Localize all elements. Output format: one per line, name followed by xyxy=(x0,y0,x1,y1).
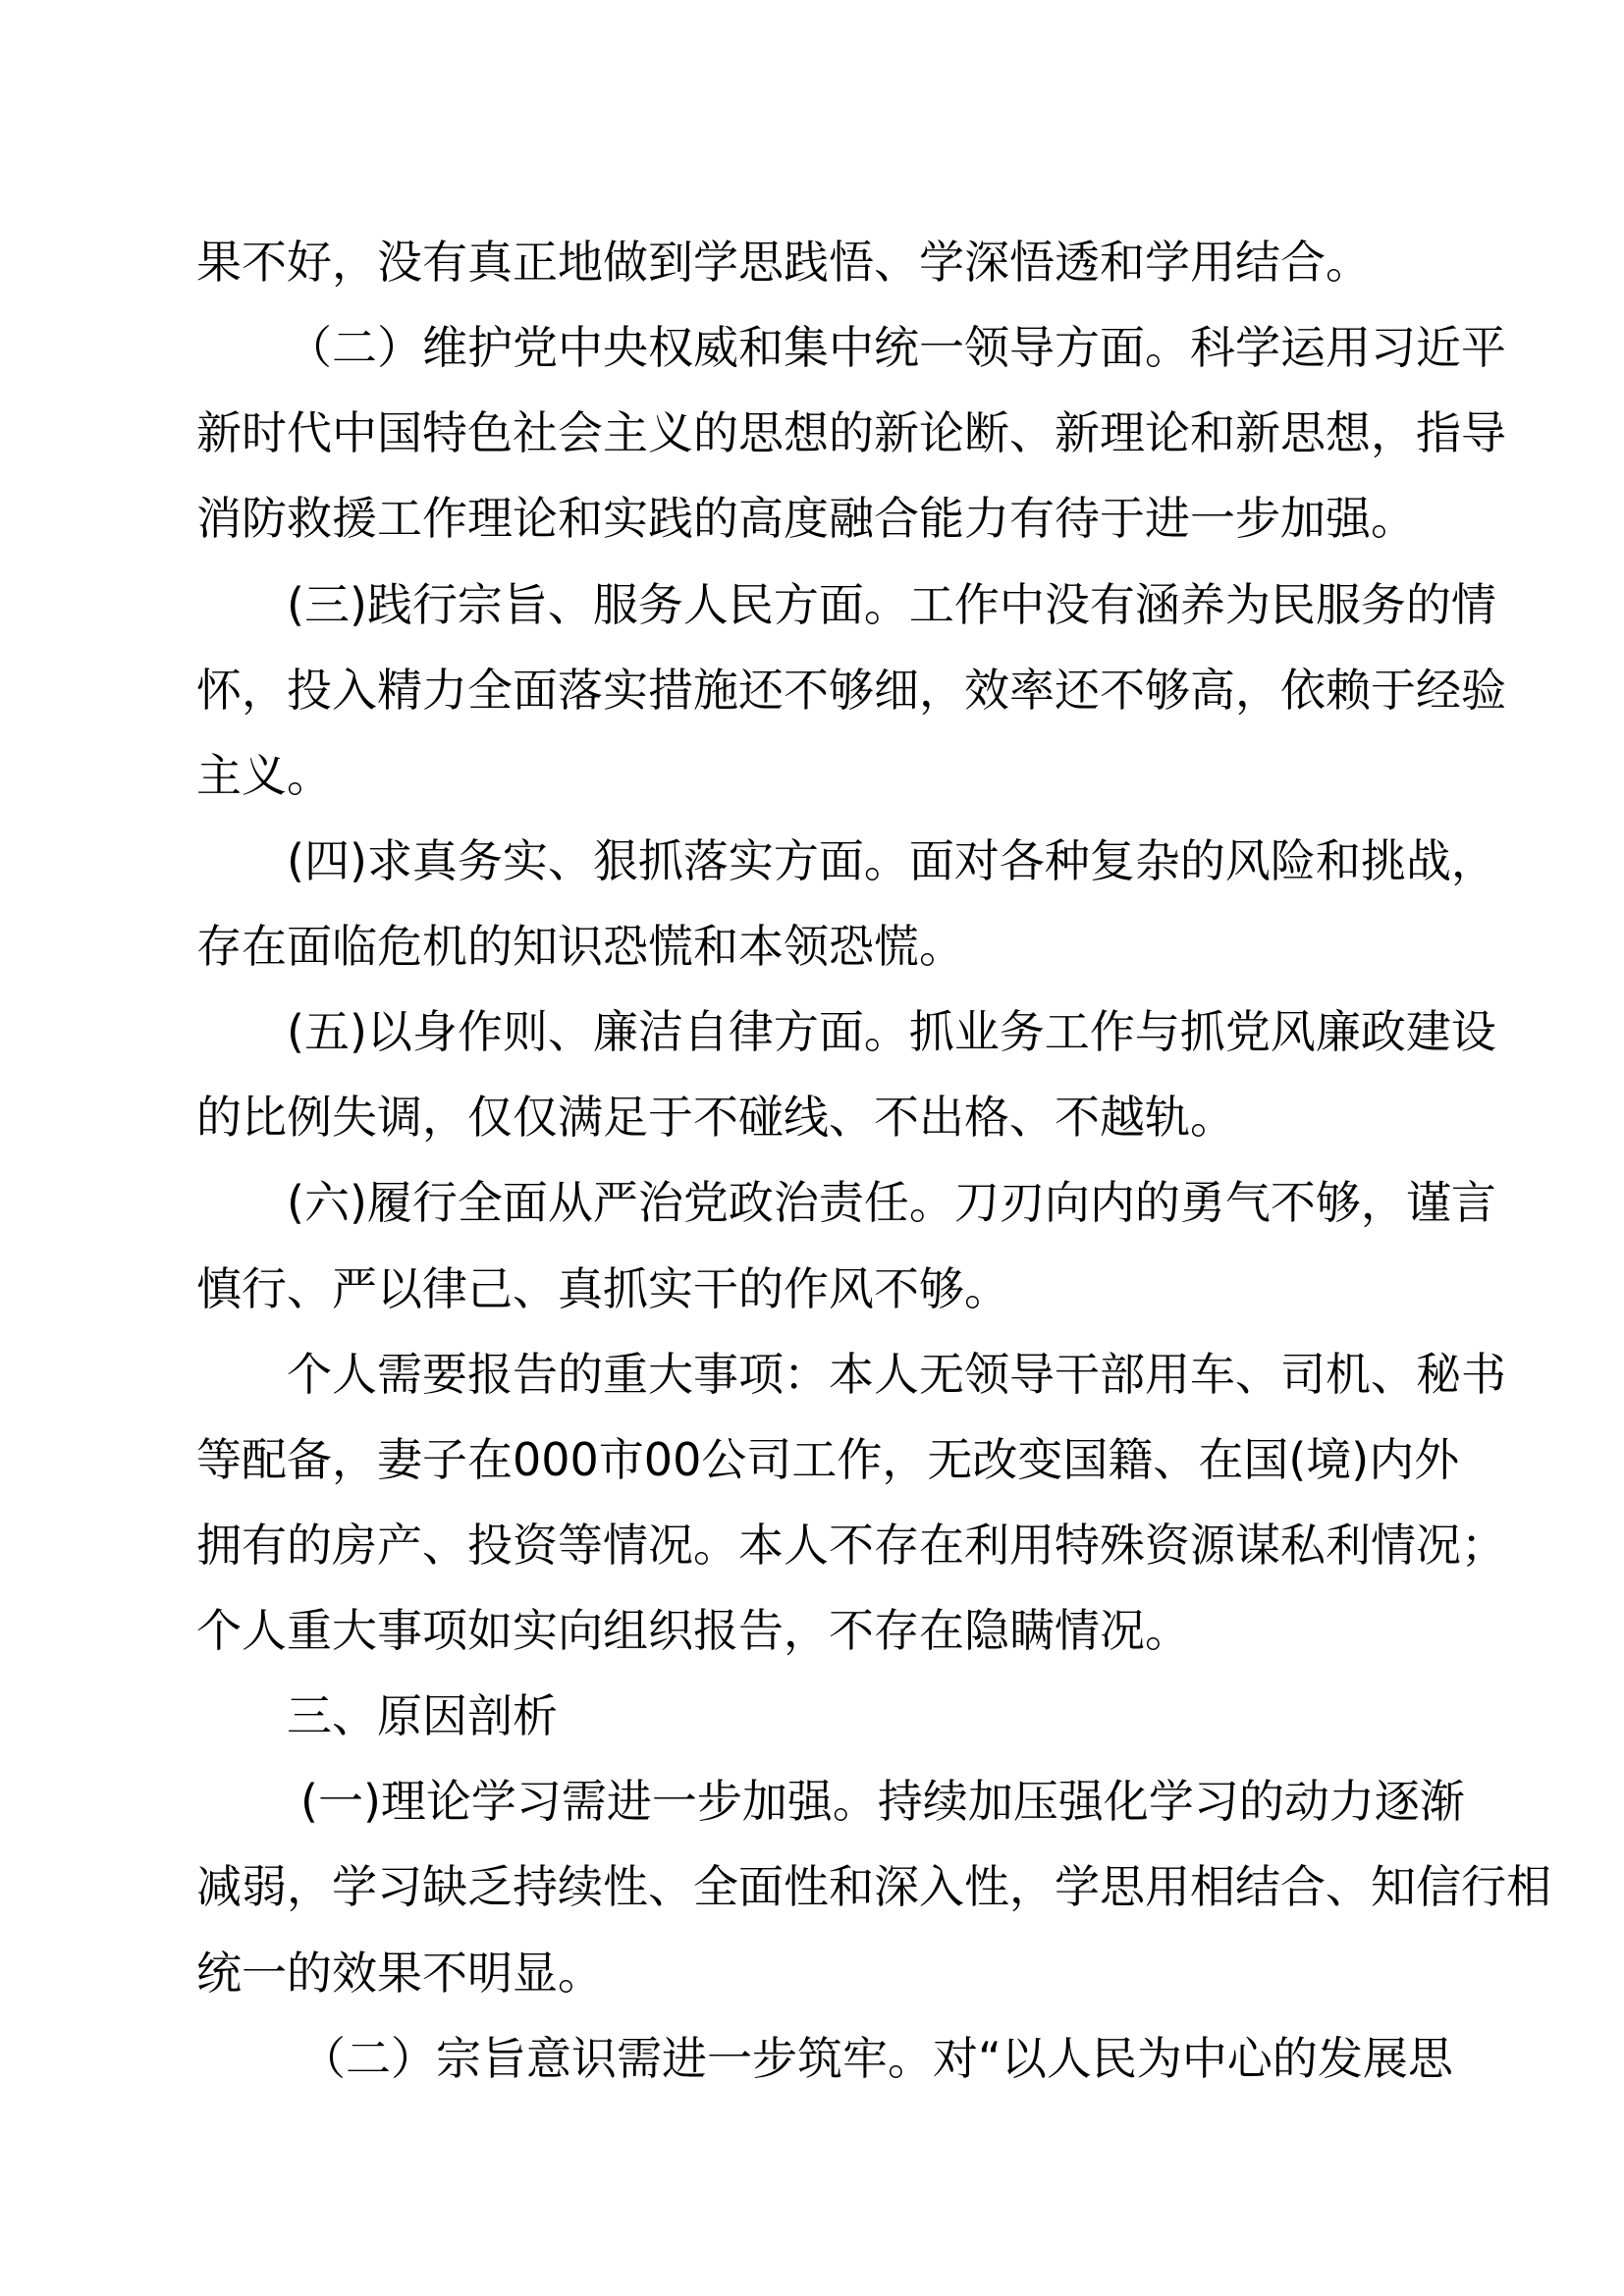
text-line: （二）宗旨意识需进一步筑牢。对“以人民为中心的发展思 xyxy=(300,2031,1453,2085)
text-line: 消防救援工作理论和实践的高度融合能力有待于进一步加强。 xyxy=(196,492,1416,546)
text-line: （二）维护党中央权威和集中统一领导方面。科学运用习近平 xyxy=(287,321,1506,375)
text-line: 存在面临危机的知识恐慌和本领恐慌。 xyxy=(196,920,964,973)
text-line: 拥有的房产、投资等情况。本人不存在利用特殊资源谋私利情况； xyxy=(196,1518,1506,1572)
text-line: 个人需要报告的重大事项：本人无领导干部用车、司机、秘书 xyxy=(287,1347,1506,1401)
text-line: (五)以身作则、廉洁自律方面。抓业务工作与抓党风廉政建设 xyxy=(287,1005,1496,1059)
text-line: 等配备，妻子在000市00公司工作，无改变国籍、在国(境)内外 xyxy=(196,1432,1460,1486)
text-line: (三)践行宗旨、服务人民方面。工作中没有涵养为民服务的情 xyxy=(287,577,1496,631)
text-line: 减弱，学习缺乏持续性、全面性和深入性，学思用相结合、知信行相 xyxy=(196,1860,1551,1914)
section-heading: 三、原因剖析 xyxy=(287,1689,558,1743)
text-line: 果不好，没有真正地做到学思践悟、学深悟透和学用结合。 xyxy=(196,236,1371,289)
text-line: 主义。 xyxy=(196,748,332,802)
text-line: (六)履行全面从严治党政治责任。刀刃向内的勇气不够，谨言 xyxy=(287,1176,1496,1230)
text-line: (一)理论学习需进一步加强。持续加压强化学习的动力逐渐 xyxy=(300,1775,1465,1829)
text-line: 统一的效果不明显。 xyxy=(196,1946,603,2000)
text-line: 新时代中国特色社会主义的思想的新论断、新理论和新思想，指导 xyxy=(196,406,1506,460)
text-line: 慎行、严以律己、真抓实干的作风不够。 xyxy=(196,1261,1009,1315)
document-page xyxy=(196,220,1551,2102)
text-line: (四)求真务实、狠抓落实方面。面对各种复杂的风险和挑战， xyxy=(287,833,1496,887)
text-line: 个人重大事项如实向组织报告，不存在隐瞒情况。 xyxy=(196,1604,1190,1657)
text-line: 怀，投入精力全面落实措施还不够细，效率还不够高，依赖于经验 xyxy=(196,663,1506,717)
text-line: 的比例失调，仅仅满足于不碰线、不出格、不越轨。 xyxy=(196,1091,1235,1145)
